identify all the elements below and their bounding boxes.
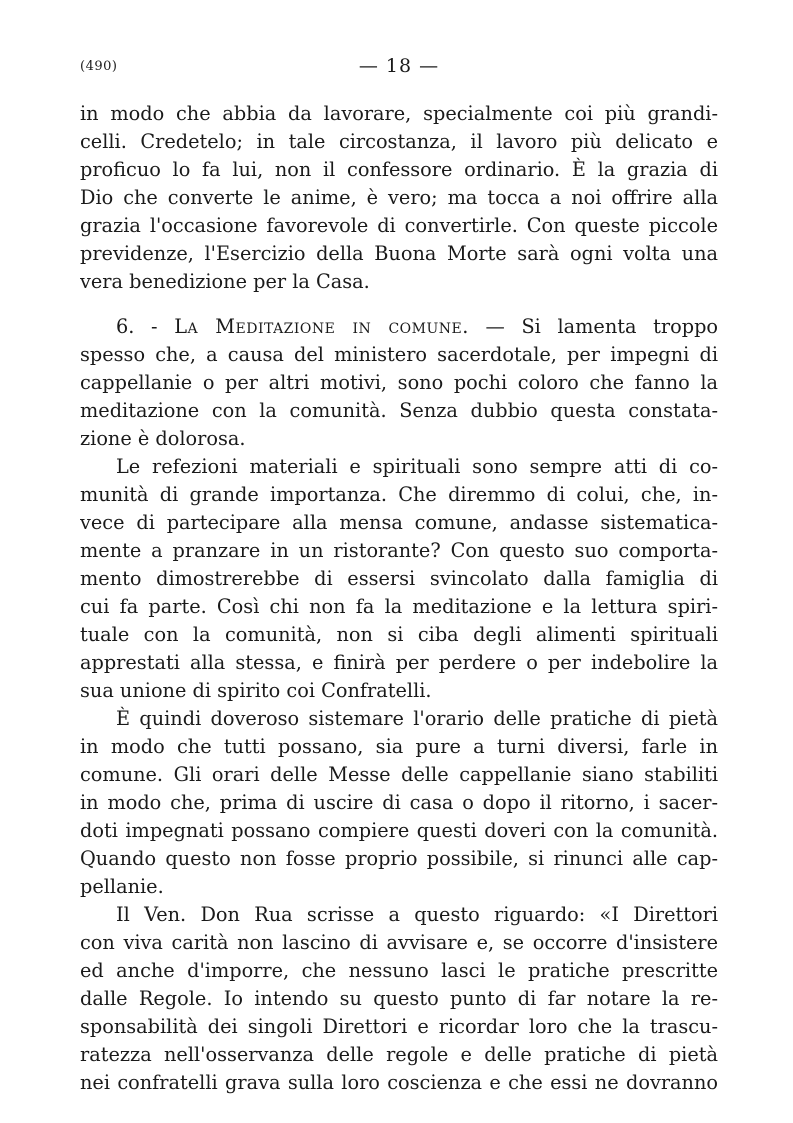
text-line: Dio che converte le anime, è vero; ma tocca a noi offrire alla bbox=[80, 186, 718, 209]
text-line: vece di partecipare alla mensa comune, andasse sistematica- bbox=[80, 511, 718, 534]
text-line: Il Ven. Don Rua scrisse a questo riguardo: «I Direttori bbox=[116, 903, 718, 926]
text-line: nei confratelli grava sulla loro coscienza e che essi ne dovranno bbox=[80, 1071, 718, 1094]
text-line: cappellanie o per altri motivi, sono pochi coloro che fanno la bbox=[80, 371, 718, 394]
section-heading-line bbox=[80, 313, 718, 341]
text-line: dalle Regole. Io intendo su questo punto di far notare la re- bbox=[80, 987, 718, 1010]
section-title: La Meditazione in comune. bbox=[174, 315, 469, 338]
page-reference-number: (490) bbox=[80, 59, 118, 74]
text-line: zione è dolorosa. bbox=[80, 427, 246, 450]
text-line: con viva carità non lascino di avvisare e, se occorre d'insistere bbox=[80, 931, 718, 954]
text-line: doti impegnati possano compiere questi doveri con la comunità. bbox=[80, 819, 718, 842]
text-line: apprestati alla stessa, e finirà per perdere o per indebolire la bbox=[80, 651, 718, 674]
text-line: meditazione con la comunità. Senza dubbio questa constata- bbox=[80, 399, 718, 422]
text-line: in modo che tutti possano, sia pure a turni diversi, farle in bbox=[80, 735, 718, 758]
text-line: Quando questo non fosse proprio possibile, si rinunci alle cap- bbox=[80, 847, 718, 870]
text-line: È quindi doveroso sistemare l'orario delle pratiche di pietà bbox=[116, 707, 718, 730]
page-number: — 18 — bbox=[358, 55, 440, 77]
text-line: sua unione di spirito coi Confratelli. bbox=[80, 679, 432, 702]
text-line: sponsabilità dei singoli Direttori e ricordar loro che la trascu- bbox=[80, 1015, 718, 1038]
page-header bbox=[80, 55, 718, 83]
text-line: Le refezioni materiali e spirituali sono sempre atti di co- bbox=[116, 455, 718, 478]
text-line: cui fa parte. Così chi non fa la meditazione e la lettura spiri- bbox=[80, 595, 718, 618]
section-number: 6. - bbox=[116, 315, 175, 338]
text-line: proficuo lo fa lui, non il confessore ordinario. È la grazia di bbox=[80, 158, 718, 181]
text-line: comune. Gli orari delle Messe delle cappellanie siano stabiliti bbox=[80, 763, 718, 786]
section-first-line-text: — Si lamenta troppo bbox=[468, 315, 718, 338]
section-meditazione bbox=[80, 313, 718, 1097]
text-line: ed anche d'imporre, che nessuno lasci le pratiche prescritte bbox=[80, 959, 718, 982]
text-line: spesso che, a causa del ministero sacerdotale, per impegni di bbox=[80, 343, 718, 366]
text-line: mento dimostrerebbe di essersi svincolato dalla famiglia di bbox=[80, 567, 718, 590]
text-line: vera benedizione per la Casa. bbox=[80, 270, 370, 293]
text-line: in modo che, prima di uscire di casa o dopo il ritorno, i sacer- bbox=[80, 791, 718, 814]
text-line: previdenze, l'Esercizio della Buona Morte sarà ogni volta una bbox=[80, 242, 718, 265]
text-line: celli. Credetelo; in tale circostanza, il lavoro più delicato e bbox=[80, 130, 718, 153]
text-line: pellanie. bbox=[80, 875, 164, 898]
text-line: ratezza nell'osservanza delle regole e delle pratiche di pietà bbox=[80, 1043, 718, 1066]
text-line: mente a pranzare in un ristorante? Con questo suo comporta- bbox=[80, 539, 718, 562]
paragraph-continued bbox=[80, 100, 718, 296]
text-line: in modo che abbia da lavorare, specialmente coi più grandi- bbox=[80, 102, 718, 125]
text-line: grazia l'occasione favorevole di convertirle. Con queste piccole bbox=[80, 214, 718, 237]
text-line: munità di grande importanza. Che diremmo di colui, che, in- bbox=[80, 483, 718, 506]
text-line: tuale con la comunità, non si ciba degli alimenti spirituali bbox=[80, 623, 718, 646]
